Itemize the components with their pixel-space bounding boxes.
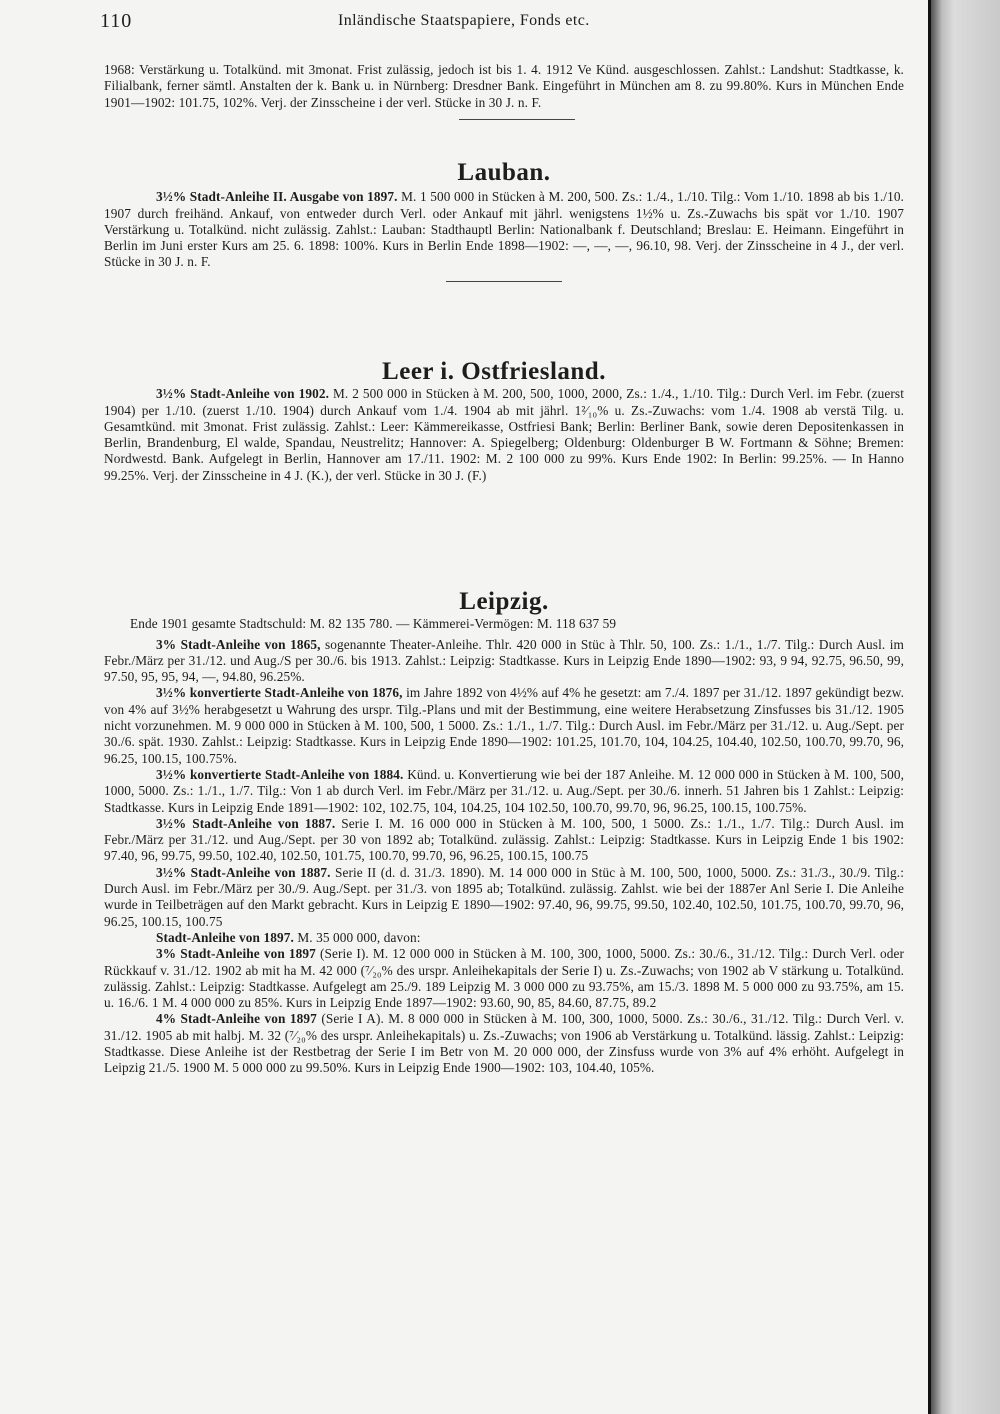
- running-head: [100, 10, 920, 36]
- loan-text: M. 35 000 000, davon:: [297, 929, 421, 945]
- loan-title: 3½% Stadt-Anleihe von 1902.: [156, 386, 330, 402]
- loan-title: 3½% Stadt-Anleihe von 1887.: [156, 815, 336, 831]
- list-item: [104, 767, 904, 816]
- section-heading-leer: Leer i. Ostfriesland.: [382, 358, 606, 385]
- loan-text: sogenannte Theater-Anleihe. Thlr. 420 000 in Stüc à Thlr. 50, 100. Zs.: 1./1., 1./7. Tilg.: Durch Ausl. im Febr./März per 31./12. und Aug./S per 30./6. bis 1913. Zahlst.: Leipzig: Stadtkasse. Kurs in Leipzig Ende 1890—1902: 93, 9 94, 92.75, 96.50, 99, 97.50, 95, 95, 94, —, 94.80, 96.25%.: [104, 636, 904, 685]
- section-heading-lauban: Lauban.: [457, 159, 551, 186]
- list-item: [104, 637, 904, 686]
- continuation-text: 1968: Verstärkung u. Totalkünd. mit 3monat. Frist zulässig, jedoch ist bis 1. 4. 1912 Ve Künd. ausgeschlossen. Zahlst.: Landshut: Stadtkasse, k. Filialbank, ferner sämtl. Anstalten der k. Bank u. in Nürnberg: Dresdner Bank. Eingeführt in München am 8. zu 99.80%. Kurs in München Ende 1901—1902: 101.75, 102%. Verj. der Zinsscheine i der verl. Stücke in 30 J. n. F.: [104, 62, 904, 110]
- book-binding-edge: [928, 0, 1000, 1414]
- section-leer: [104, 358, 904, 484]
- loan-text: (Serie I A). M. 8 000 000 in Stücken à M. 100, 300, 1000, 5000. Zs.: 30./6., 31./12. Tilg.: Durch Verl. v. 31./12. 1905 ab mit halbj. M. 32 (⁷⁄₂₀% des urspr. Anleihekapitals) u. Zs.-Zuwachs; von 1906 ab Verstärkung u. Totalkünd. lässig. Zahlst.: Leipzig: Stadtkasse. Diese Anleihe ist der Restbetrag der Serie I im Betr von M. 20 000 000, der Zinsfuss wurde von 3% auf 4% erhöht. Aufgelegt in Leipzig 21./5. 1900 M. 5 000 000 zu 99.50%. Kurs in Leipzig Ende 1900—1902: 103, 104.40, 105%.: [104, 1011, 904, 1076]
- loan-text: im Jahre 1892 von 4½% auf 4% he gesetzt: am 7./4. 1897 per 31./12. 1897 gekündigt bezw. von 4% auf 3½% herabgesetzt u Wahrung des urspr. Tilg.-Plans und mit der Bestimmung, eine weitere Herabsetzung Zinsfusses bis 31./12. 1905 nicht vorzunehmen. M. 9 000 000 in Stücken à M. 100, 500, 1 5000. Zs.: 1./1., 1./7. Tilg.: Durch Ausl. im Febr./März per 31./12. u. Aug./Sept. per 30./6. spät. 1930. Zahlst.: Leipzig: Stadtkasse. Kurs in Leipzig Ende 1890—1902: 101.25, 101.70, 104, 104.25, 104.40, 102.50, 100.70, 99.70, 96, 96.25, 100.15, 100.75%.: [104, 685, 904, 766]
- loan-title: 4% Stadt-Anleihe von 1897: [156, 1011, 317, 1027]
- loan-title: 3% Stadt-Anleihe von 1865,: [156, 636, 321, 652]
- loan-title: 3½% konvertierte Stadt-Anleihe von 1884.: [156, 766, 404, 782]
- list-item: [104, 1011, 904, 1076]
- running-head-title: Inländische Staatspapiere, Fonds etc.: [338, 12, 590, 29]
- loan-text: Serie I. M. 16 000 000 in Stücken à M. 100, 500, 1 5000. Zs.: 1./1., 1./7. Tilg.: Durch Ausl. im Febr./März per 31./12. und Aug./Sept. per 30 von 1892 ab; Totalkünd. zulässig. Zahlst.: Leipzig: Stadtkasse. Kurs in Leipzig Ende 1 bis 1902: 97.40, 96, 99.75, 99.50, 102.40, 102.50, 101.75, 100.70, 99.70, 96, 96.25, 100.15, 100.75: [104, 815, 904, 864]
- loan-text: Künd. u. Konvertierung wie bei der 187 Anleihe. M. 12 000 000 in Stücken à M. 100, 500, 1000, 5000. Zs.: 1./1., 1./7. Tilg.: Von 1 ab durch Verl. im Febr./März per 31./12. u. Aug./Sept. per 30./6. innerh. 51 Jahren bis 1 Zahlst.: Leipzig: Stadtkasse. Kurs in Leipzig Ende 1891—1902: 102, 102.75, 104, 104.25, 104 102.50, 100.70, 99.70, 96, 96.25, 100.15, 100.75%.: [104, 766, 904, 815]
- loan-title: 3½% Stadt-Anleihe von 1887.: [156, 864, 331, 880]
- loan-title: 3½% konvertierte Stadt-Anleihe von 1876,: [156, 685, 403, 701]
- loan-title: 3% Stadt-Anleihe von 1897: [156, 946, 316, 962]
- page-number: 110: [100, 10, 133, 32]
- list-item: [104, 816, 904, 865]
- loan-text: Serie II (d. d. 31./3. 1890). M. 14 000 000 in Stüc à M. 100, 500, 1000, 5000. Zs.: 31./3., 30./9. Tilg.: Durch Ausl. im Febr./März per 30./9. Aug./Sept. per 31./3. von 1895 ab; Totalkünd. zulässig. Zahlst. wie bei der 1887er Anl Serie I. Die Anleihe wurde in Teilbeträgen auf den Markt gebracht. Kurs in Leipzig E 1890—1902: 97.40, 96, 99.75, 99.50, 102.40, 102.50, 101.75, 100.70, 99.70, 96, 96.25, 100.15, 100.75: [104, 864, 904, 929]
- section-divider: [446, 281, 562, 282]
- section-divider: [459, 119, 575, 120]
- leipzig-intro: Ende 1901 gesamte Stadtschuld: M. 82 135 780. — Kämmerei-Vermögen: M. 118 637 59: [130, 616, 617, 632]
- loan-text: M. 1 500 000 in Stücken à M. 200, 500. Zs.: 1./4., 1./10. Tilg.: Vom 1./10. 1898 ab bis 1./10. 1907 durch freihänd. Ankauf, von entweder durch Verl. oder Ankauf mit jährl. wenigstens 1½% u. Zs.-Zuwachs bis spät vor 1./10. 1907 Verstärkung u. Totalkünd. nicht zulässig. Zahlst.: Lauban: Stadthauptl Berlin: Nationalbank f. Deutschland; Breslau: E. Heimann. Eingeführt in Berlin im Juni erster Kurs am 25. 6. 1898: 100%. Kurs in Berlin Ende 1898—1902: —, —, —, 96.10, 98. Verj. der Zinsscheine in 4 J., der verl. Stücke in 30 J. n. F.: [104, 189, 904, 270]
- loan-text: (Serie I). M. 12 000 000 in Stücken à M. 100, 300, 1000, 5000. Zs.: 30./6., 31./12. Tilg.: Durch Verl. oder Rückkauf v. 31./12. 1902 ab mit ha M. 42 000 (⁷⁄₂₀% des urspr. Anleihekapitals der Serie I) u. Zs.-Zuwachs; von 1902 ab V stärkung u. Totalkünd. zulässig. Zahlst.: Leipzig: Stadtkasse. Aufgelegt am 25./9. 189 Leipzig M. 3 000 000 zu 93.75%, am 15./3. 1898 M. 5 000 000 zu 93.75%, am 15. u. 16./6. 1 M. 4 000 000 zu 85%. Kurs in Leipzig Ende 1897—1902: 93.60, 90, 85, 84.60, 87.75, 89.2: [104, 946, 904, 1011]
- continuation-paragraph: [104, 62, 904, 120]
- page-edge-line: [928, 0, 931, 1414]
- section-lauban: [104, 159, 904, 282]
- list-item: [104, 685, 904, 766]
- loan-text: M. 2 500 000 in Stücken à M. 200, 500, 1000, 2000, Zs.: 1./4., 1./10. Tilg.: Durch Verl. im Febr. (zuerst 1904) per 1./10. (zuerst 1./10. 1904) durch Ankauf vom 1./4. 1904 ab mit jährl. 1²⁄₁₀% u. Zs.-Zuwachs: vom 1./4. 1908 ab verstä Tilg. u. Gesamtkünd. mit 3monat. Frist zulässig. Zahlst.: Leer: Kämmereikasse, Ostfriesi Bank; Berlin: Berliner Bank, sowie deren Depositenkassen in Berlin, Brandenburg, El walde, Spandau, Neustrelitz; Hannover: A. Spiegelberg; Oldenburg: Oldenburger B W. Fortmann & Söhne; Bremen: Nordwestd. Bank. Aufgelegt in Berlin, Hannover am 17./11. 1902: M. 2 100 000 zu 99%. Kurs Ende 1902: In Berlin: 99.25%. — In Hanno 99.25%. Verj. der Zinsscheine in 4 J. (K.), der verl. Stücke in 30 J. (F.): [104, 386, 904, 483]
- sub-heading: [104, 930, 904, 946]
- list-item: [104, 865, 904, 930]
- section-heading-leipzig: Leipzig.: [459, 588, 549, 615]
- list-item: [104, 946, 904, 1011]
- section-leipzig: [104, 588, 904, 1077]
- loan-title: Stadt-Anleihe von 1897.: [156, 929, 294, 945]
- loan-title: 3½% Stadt-Anleihe II. Ausgabe von 1897.: [156, 189, 398, 205]
